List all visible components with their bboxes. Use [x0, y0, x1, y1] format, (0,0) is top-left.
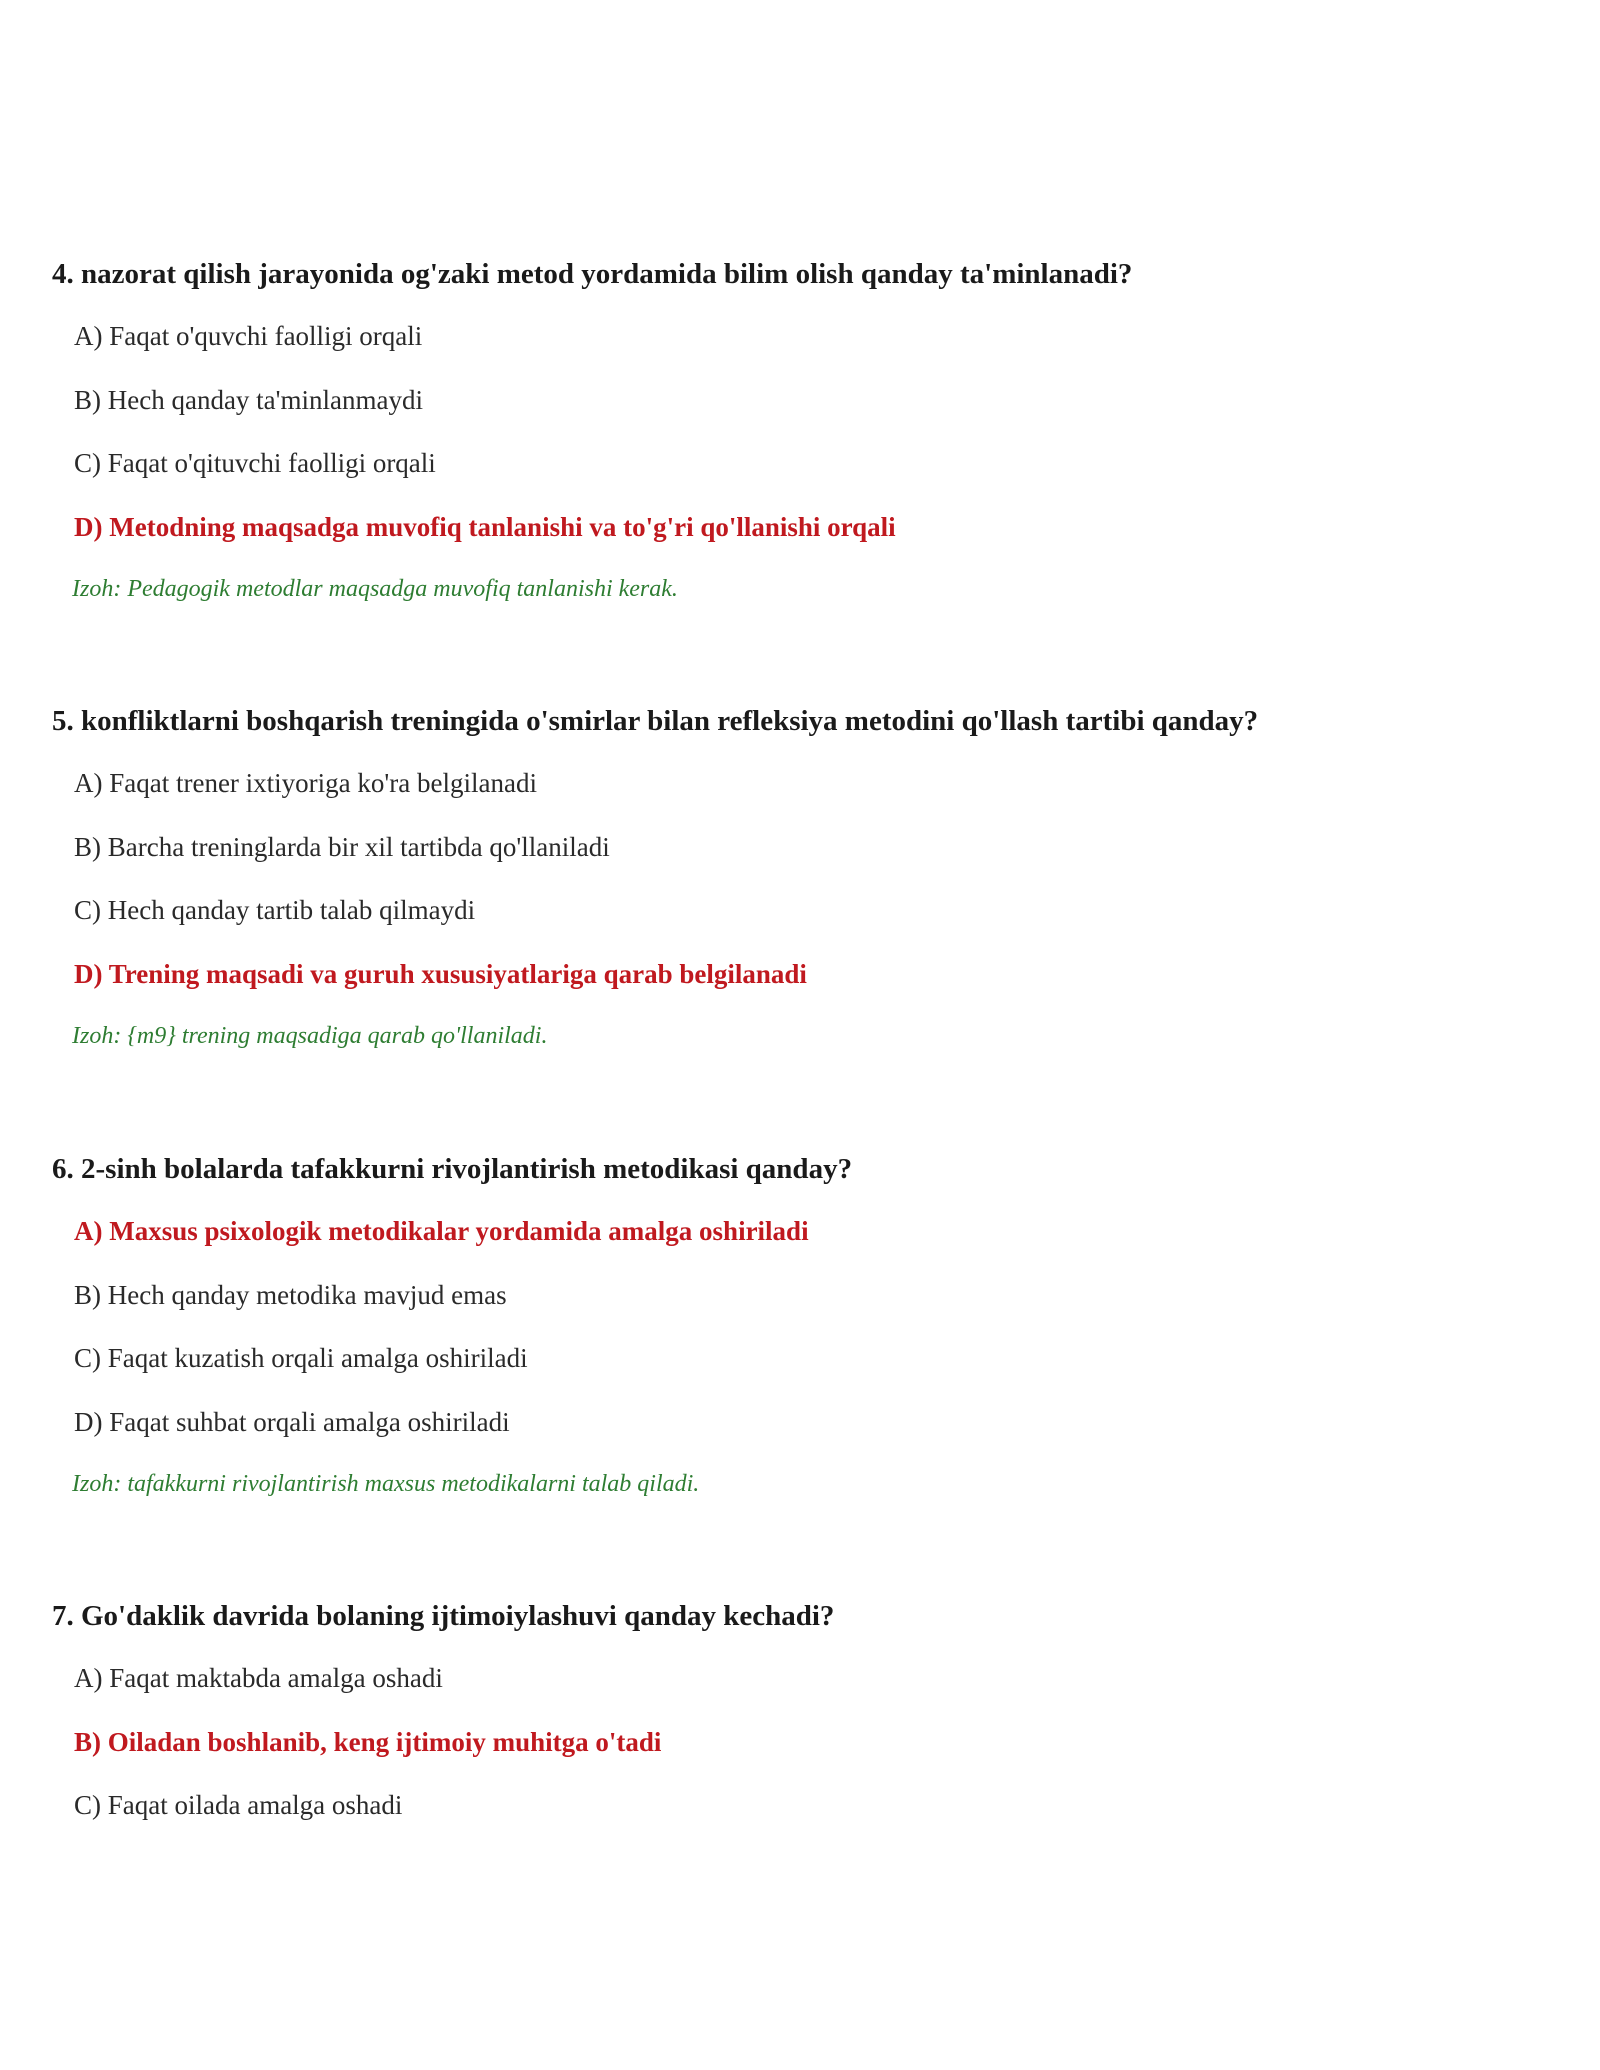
explanation-note: Izoh: {m9} trening maqsadiga qarab qo'llaniladi.	[72, 1023, 548, 1049]
question-title: 7. Go'daklik davrida bolaning ijtimoiylashuvi qanday kechadi?	[52, 1600, 835, 1632]
option-a: A) Faqat trener ixtiyoriga ko'ra belgilanadi	[74, 768, 537, 798]
option-b: B) Hech qanday ta'minlanmaydi	[74, 385, 424, 415]
option-c: C) Faqat oilada amalga oshadi	[74, 1790, 403, 1820]
option-a: A) Faqat o'quvchi faolligi orqali	[74, 321, 423, 351]
question-title: 4. nazorat qilish jarayonida og'zaki metod yordamida bilim olish qanday ta'minlanadi?	[52, 258, 1133, 290]
option-c: C) Faqat kuzatish orqali amalga oshiriladi	[74, 1343, 528, 1373]
option-c: C) Hech qanday tartib talab qilmaydi	[74, 895, 476, 925]
option-d: D) Faqat suhbat orqali amalga oshiriladi	[74, 1407, 510, 1437]
explanation-note: Izoh: tafakkurni rivojlantirish maxsus metodikalarni talab qiladi.	[72, 1471, 700, 1497]
option-d-correct: D) Metodning maqsadga muvofiq tanlanishi va to'g'ri qo'llanishi orqali	[74, 512, 896, 542]
option-d-correct: D) Trening maqsadi va guruh xususiyatlariga qarab belgilanadi	[74, 959, 807, 989]
question-title: 5. konfliktlarni boshqarish treningida o'smirlar bilan refleksiya metodini qo'llash tartibi qanday?	[52, 705, 1259, 737]
option-b: B) Barcha treninglarda bir xil tartibda qo'llaniladi	[74, 832, 610, 862]
option-a-correct: A) Maxsus psixologik metodikalar yordamida amalga oshiriladi	[74, 1216, 809, 1246]
option-c: C) Faqat o'qituvchi faolligi orqali	[74, 448, 436, 478]
option-b: B) Hech qanday metodika mavjud emas	[74, 1280, 507, 1310]
explanation-note: Izoh: Pedagogik metodlar maqsadga muvofiq tanlanishi kerak.	[72, 576, 678, 602]
option-b-correct: B) Oiladan boshlanib, keng ijtimoiy muhitga o'tadi	[74, 1727, 662, 1757]
option-a: A) Faqat maktabda amalga oshadi	[74, 1663, 443, 1693]
question-title: 6. 2-sinh bolalarda tafakkurni rivojlantirish metodikasi qanday?	[52, 1153, 853, 1185]
